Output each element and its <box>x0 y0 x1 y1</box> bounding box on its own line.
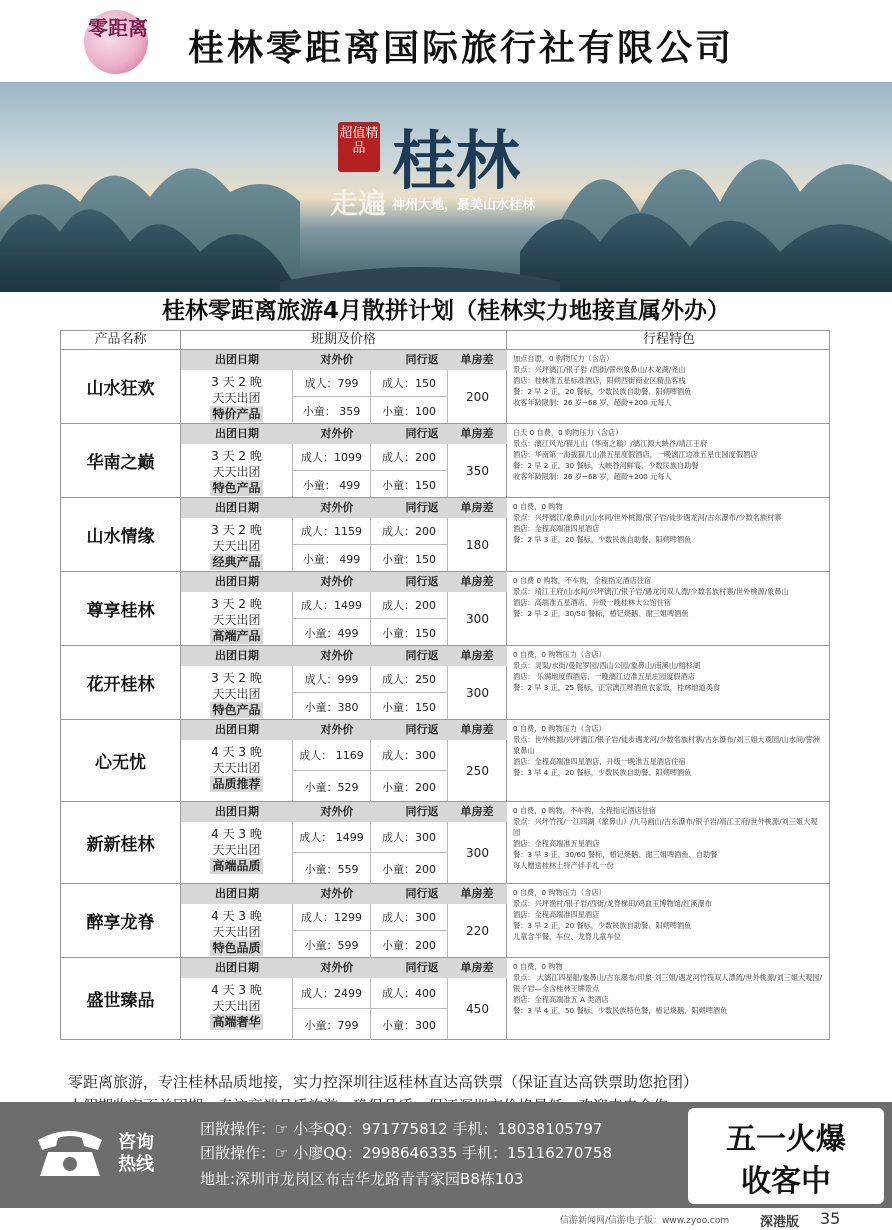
itinerary-features <box>507 802 829 883</box>
product-tag: 品质推荐 <box>212 777 261 791</box>
feature-line: 景点：靖江王府/山水间/兴坪漓江/银子岩/遇龙河双人漂/少数名族村寨/世外桃源/象鼻山 <box>513 587 789 596</box>
duration: 3 天 2 晚 <box>211 671 262 685</box>
feature-line: 景点：世外桃源/兴坪漓江/银子岩/徒步遇龙河/少数名族村寨/古东瀑布/刘三姐大观园/山水间/訾洲象鼻山 <box>513 735 820 755</box>
feature-line: 餐：2 早 2 正，30 餐标，大峡谷河鲜宴，少数民族自助餐 <box>513 461 699 470</box>
product-name: 心无忧 <box>61 720 181 801</box>
product-tag: 特色品质 <box>212 941 261 955</box>
subheader-single: 单房差 <box>460 723 494 736</box>
adult-public-price: 成人：1499 <box>293 592 371 618</box>
table-header <box>60 330 830 350</box>
subheader-single: 单房差 <box>460 575 494 588</box>
header-name: 产品名称 <box>61 331 181 349</box>
child-public-price: 小童： 499 <box>293 471 371 498</box>
feature-line: 酒店： 乐满地度假酒店，一晚漓江边准五星庄园度假酒店 <box>513 672 695 681</box>
subheader-date: 出团日期 <box>215 887 259 900</box>
table-row <box>60 424 830 498</box>
table-row <box>60 802 830 884</box>
subheader-peer: 同行返 <box>405 501 439 514</box>
subheader-single: 单房差 <box>460 353 494 366</box>
table-row <box>60 884 830 958</box>
itinerary-features <box>507 646 829 719</box>
notice-line-1: 零距离旅游，专注桂林品质地接，实力控深圳往返桂林直达高铁票（保证直达高铁票助您抢团） <box>68 1073 699 1091</box>
promo-badge <box>688 1108 884 1204</box>
feature-line: 餐：2 早 2 正，30/50 餐标，椿记烧鹅、谢三姐啤酒鱼 <box>513 609 689 618</box>
adult-public-price: 成人：1099 <box>293 444 371 470</box>
duration: 3 天 2 晚 <box>211 449 262 463</box>
feature-line: 景点：灵渠/水街/曼陀罗园/西山公园/象鼻山/南溪山/榕杉湖 <box>513 661 701 670</box>
subheader-date: 出团日期 <box>215 723 259 736</box>
feature-line: 餐：2 早 3 正，25 餐标，正宗漓江啤酒鱼农家饭，桂林地道美食 <box>513 683 721 692</box>
product-tag: 高端品质 <box>212 859 261 873</box>
price-block <box>181 572 507 645</box>
page-title: 桂林零距离旅游4月散拼计划（桂林实力地接直属外办） <box>161 298 730 324</box>
subheader-date: 出团日期 <box>215 805 259 818</box>
feature-line: 收客年龄限制：26 岁~68 岁，超龄+200 元每人 <box>513 472 672 481</box>
adult-peer-rebate: 成人：200 <box>382 599 436 612</box>
price-block <box>181 720 507 801</box>
header-price: 班期及价格 <box>181 331 507 349</box>
departure: 天天出团 <box>212 391 261 405</box>
feature-line: 餐：3 早 4 正，50 餐标，少数民族特色餐，椿记烧鹅、阳朔啤酒鱼 <box>513 1006 728 1015</box>
feature-line: 酒店：桂林准五星标准酒店，阳朔西街商业区精品客栈 <box>513 376 686 385</box>
table-row <box>60 720 830 802</box>
subheader-date: 出团日期 <box>215 575 259 588</box>
child-peer-rebate: 小童：150 <box>382 700 436 714</box>
departure: 天天出团 <box>212 761 261 775</box>
single-room-supplement: 300 <box>447 666 507 719</box>
child-peer-rebate: 小童：200 <box>382 780 436 794</box>
adult-public-price: 成人：2499 <box>293 978 371 1008</box>
child-public-price: 小童：799 <box>293 1009 371 1040</box>
single-room-supplement: 450 <box>447 978 507 1039</box>
subheader-public: 对外价 <box>320 575 354 588</box>
header <box>0 0 892 82</box>
subheader-public: 对外价 <box>320 723 354 736</box>
banner-slogan: 神州大地，最美山水桂林 <box>392 198 536 213</box>
price-subheader <box>181 802 507 822</box>
feature-line: 加点自愿，0 购物压力（含店） <box>513 354 614 363</box>
duration: 3 天 2 晚 <box>211 375 262 389</box>
feature-line: 0 自费，0 购物 <box>513 502 563 511</box>
child-public-price: 小童：559 <box>293 853 371 884</box>
feature-line: 酒店：全程高端准四星酒店 <box>513 910 600 919</box>
child-public-price: 小童：529 <box>293 771 371 802</box>
operator-2[interactable]: 团散操作：☞ 小廖QQ：2998646335 手机：15116270758 <box>200 1144 613 1162</box>
duration: 3 天 2 晚 <box>211 523 262 537</box>
itinerary-table <box>60 330 830 1040</box>
feature-line: 餐：2 早 2 正，20 餐标，少数民族自助餐、阳朔啤酒鱼 <box>513 387 692 396</box>
feature-line: 白天 0 自费，0 购物压力（含店） <box>513 428 623 437</box>
feature-line: 餐：2 早 3 正，20 餐标，少数民族自助餐、阳朔啤酒鱼 <box>513 535 692 544</box>
feature-line: 景点：兴坪漓江/银子岩 /西街/訾州象鼻山/木龙湖/尧山 <box>513 365 686 374</box>
subheader-single: 单房差 <box>460 887 494 900</box>
adult-public-price: 成人： 1499 <box>293 822 371 852</box>
subheader-single: 单房差 <box>460 427 494 440</box>
subheader-peer: 同行返 <box>405 805 439 818</box>
departure: 天天出团 <box>212 465 261 479</box>
product-name: 华南之巅 <box>61 424 181 497</box>
departure: 天天出团 <box>212 687 261 701</box>
product-tag: 特色产品 <box>212 703 261 717</box>
schedule-cell <box>181 978 293 1039</box>
price-subheader <box>181 646 507 666</box>
price-subheader <box>181 498 507 518</box>
adult-public-price: 成人：1299 <box>293 904 371 930</box>
product-name: 尊享桂林 <box>61 572 181 645</box>
product-tag: 高端产品 <box>212 629 261 643</box>
adult-peer-rebate: 成人：200 <box>382 451 436 464</box>
subheader-peer: 同行返 <box>405 723 439 736</box>
price-subheader <box>181 572 507 592</box>
subheader-single: 单房差 <box>460 805 494 818</box>
contact-bar <box>0 1102 892 1208</box>
hotline-label: 咨询热线 <box>118 1132 154 1175</box>
price-subheader <box>181 424 507 444</box>
product-tag: 高端奢华 <box>212 1015 261 1029</box>
feature-line: 景点：兴坪渔村/银子岩/西街/龙脊梯田/鸡血玉博物馆/红溪瀑布 <box>513 899 712 908</box>
product-name: 新新桂林 <box>61 802 181 883</box>
schedule-cell <box>181 444 293 497</box>
single-room-supplement: 250 <box>447 740 507 801</box>
guilin-banner <box>0 82 892 292</box>
product-name: 盛世臻品 <box>61 958 181 1039</box>
feature-line: 0 自费，0 购物，不车购，全程指定酒店住宿 <box>513 806 657 815</box>
product-name: 醉享龙脊 <box>61 884 181 957</box>
product-tag: 经典产品 <box>212 555 261 569</box>
telephone-icon <box>30 1122 110 1182</box>
promo-line-2: 收客中 <box>741 1164 831 1199</box>
child-peer-rebate: 小童：200 <box>382 938 436 952</box>
child-peer-rebate: 小童：300 <box>382 1018 436 1032</box>
adult-peer-rebate: 成人：150 <box>382 377 436 390</box>
feature-line: 0 自费，0 购物压力（含店） <box>513 650 606 659</box>
subheader-date: 出团日期 <box>215 501 259 514</box>
edition: 深港版 <box>760 1215 800 1230</box>
child-public-price: 小童：380 <box>293 693 371 720</box>
duration: 4 天 3 晚 <box>211 827 262 841</box>
departure: 天天出团 <box>212 925 261 939</box>
child-peer-rebate: 小童：100 <box>382 404 436 418</box>
feature-line: 每人赠送桂林土特产伴手礼一份 <box>513 861 614 870</box>
adult-peer-rebate: 成人：300 <box>382 911 436 924</box>
adult-public-price: 成人：999 <box>293 666 371 692</box>
child-peer-rebate: 小童：150 <box>382 626 436 640</box>
subheader-public: 对外价 <box>320 961 354 974</box>
adult-peer-rebate: 成人：200 <box>382 525 436 538</box>
itinerary-features <box>507 572 829 645</box>
feature-line: 0 自费，0 购物 <box>513 962 563 971</box>
feature-line: 餐：3 早 3 正，30/60 餐标，椿记烧鹅、谢三姐啤酒鱼、自助餐 <box>513 850 718 859</box>
duration: 4 天 3 晚 <box>211 745 262 759</box>
itinerary-features <box>507 958 829 1039</box>
subheader-single: 单房差 <box>460 961 494 974</box>
company-logo <box>78 6 158 76</box>
adult-public-price: 成人：1159 <box>293 518 371 544</box>
subheader-single: 单房差 <box>460 501 494 514</box>
subheader-peer: 同行返 <box>405 649 439 662</box>
price-subheader <box>181 884 507 904</box>
subheader-public: 对外价 <box>320 805 354 818</box>
single-room-supplement: 200 <box>447 370 507 423</box>
subheader-date: 出团日期 <box>215 353 259 366</box>
feature-line: 酒店：全程高端准四星酒店，升级一晚准五星酒店住宿 <box>513 757 686 766</box>
feature-line: 0 自费 0 购物，不车购，全程指定酒店住宿 <box>513 576 652 585</box>
feature-line: 0 自费，0 购物压力（含店） <box>513 888 606 897</box>
company-name: 桂林零距离国际旅行社有限公司 <box>188 28 735 69</box>
product-tag: 特价产品 <box>212 407 261 421</box>
child-public-price: 小童： 499 <box>293 545 371 572</box>
price-block <box>181 350 507 423</box>
price-block <box>181 884 507 957</box>
product-tag: 特色产品 <box>212 481 261 495</box>
banner-sub-text: 走遍 <box>330 187 387 220</box>
page-number: 35 <box>820 1209 841 1228</box>
child-peer-rebate: 小童：150 <box>382 478 436 492</box>
feature-line: 景点： 大漓江四星船/象鼻山/古东瀑布/印象·刘三姐/遇龙河竹筏双人漂流/世外桃源/刘三姐大观园/银子岩—全含桂林王牌景点 <box>513 973 823 993</box>
schedule-cell <box>181 592 293 645</box>
schedule-cell <box>181 518 293 571</box>
product-name: 山水狂欢 <box>61 350 181 423</box>
departure: 天天出团 <box>212 539 261 553</box>
table-row <box>60 498 830 572</box>
feature-line: 酒店：全程高端准四星酒店 <box>513 524 600 533</box>
header-feature: 行程特色 <box>642 332 695 347</box>
departure: 天天出团 <box>212 613 261 627</box>
address: 地址:深圳市龙岗区布吉华龙路青青家园B8栋103 <box>200 1170 524 1188</box>
single-room-supplement: 180 <box>447 518 507 571</box>
schedule-cell <box>181 740 293 801</box>
operator-1[interactable]: 团散操作：☞ 小李QQ：971775812 手机：18038105797 <box>200 1120 603 1138</box>
itinerary-features <box>507 498 829 571</box>
price-subheader <box>181 350 507 370</box>
promo-line-1: 五一火爆 <box>726 1122 846 1157</box>
departure: 天天出团 <box>212 843 261 857</box>
price-block <box>181 958 507 1039</box>
table-row <box>60 958 830 1040</box>
single-room-supplement: 220 <box>447 904 507 957</box>
source-link[interactable]: 信游新闻网/信游电子版：www.zyoo.com <box>560 1216 730 1226</box>
subheader-date: 出团日期 <box>215 961 259 974</box>
feature-line: 酒店：全程高端准五 A 类酒店 <box>513 995 609 1004</box>
subheader-public: 对外价 <box>320 887 354 900</box>
feature-line: 收客年龄限制：26 岁~68 岁，超龄+200 元每人 <box>513 398 672 407</box>
feature-line: 景点：漓江风光/猫儿山（华南之巅）/漓江源大峡谷/靖江王府 <box>513 439 708 448</box>
price-subheader <box>181 720 507 740</box>
subheader-peer: 同行返 <box>405 961 439 974</box>
adult-peer-rebate: 成人：400 <box>382 987 436 1000</box>
subheader-peer: 同行返 <box>405 427 439 440</box>
departure: 天天出团 <box>212 999 261 1013</box>
subheader-peer: 同行返 <box>405 887 439 900</box>
price-block <box>181 424 507 497</box>
feature-line: 餐：3 早 4 正，20 餐标，少数民族自助餐、阳朔啤酒鱼 <box>513 768 692 777</box>
footer <box>0 1208 892 1230</box>
adult-public-price: 成人：799 <box>293 370 371 396</box>
table-row <box>60 572 830 646</box>
child-peer-rebate: 小童：200 <box>382 862 436 876</box>
table-row <box>60 646 830 720</box>
single-room-supplement: 350 <box>447 444 507 497</box>
child-public-price: 小童：499 <box>293 619 371 646</box>
itinerary-features <box>507 350 829 423</box>
feature-line: 景点：兴坪竹筏/一江四湖（象鼻山）/九马画山/古东瀑布/银子岩/靖江王府/世外桃源/刘三姐大观园 <box>513 817 818 837</box>
subheader-date: 出团日期 <box>215 649 259 662</box>
subheader-single: 单房差 <box>460 649 494 662</box>
subheader-public: 对外价 <box>320 501 354 514</box>
adult-peer-rebate: 成人：250 <box>382 673 436 686</box>
price-block <box>181 498 507 571</box>
adult-peer-rebate: 成人：300 <box>382 749 436 762</box>
feature-line: 酒店：全程高端准五星酒店 <box>513 839 600 848</box>
itinerary-features <box>507 424 829 497</box>
subheader-peer: 同行返 <box>405 353 439 366</box>
child-public-price: 小童： 359 <box>293 397 371 424</box>
feature-line: 景点：兴坪漓江/象鼻山/山水间/世外桃源/银子岩/徒步遇龙河/古东瀑布/少数名族村寨 <box>513 513 782 522</box>
subheader-public: 对外价 <box>320 427 354 440</box>
itinerary-features <box>507 884 829 957</box>
adult-public-price: 成人： 1169 <box>293 740 371 770</box>
child-peer-rebate: 小童：150 <box>382 552 436 566</box>
price-subheader <box>181 958 507 978</box>
single-room-supplement: 300 <box>447 822 507 883</box>
schedule-cell <box>181 822 293 883</box>
product-name: 山水情缘 <box>61 498 181 571</box>
subheader-public: 对外价 <box>320 353 354 366</box>
child-public-price: 小童：599 <box>293 931 371 958</box>
schedule-cell <box>181 666 293 719</box>
feature-line: 酒店：高端准五星酒店，升级一晚桂林大公馆住宿 <box>513 598 672 607</box>
notice <box>0 1075 892 1105</box>
feature-line: 酒店：华南第一海拔猫儿山准五星度假酒店，一晚漓江边准五星庄园度假酒店 <box>513 450 758 459</box>
feature-line: 0 自费，0 购物压力（含店） <box>513 724 606 733</box>
schedule-cell <box>181 370 293 423</box>
subheader-public: 对外价 <box>320 649 354 662</box>
itinerary-features <box>507 720 829 801</box>
price-block <box>181 646 507 719</box>
adult-peer-rebate: 成人：300 <box>382 831 436 844</box>
duration: 4 天 3 晚 <box>211 983 262 997</box>
duration: 3 天 2 晚 <box>211 597 262 611</box>
single-room-supplement: 300 <box>447 592 507 645</box>
duration: 4 天 3 晚 <box>211 909 262 923</box>
product-name: 花开桂林 <box>61 646 181 719</box>
price-block <box>181 802 507 883</box>
subheader-peer: 同行返 <box>405 575 439 588</box>
subheader-date: 出团日期 <box>215 427 259 440</box>
table-row <box>60 350 830 424</box>
feature-line: 餐：3 早 2 正，20 餐标，少数民族自助餐、阳朔啤酒鱼 <box>513 921 692 930</box>
feature-line: 儿童含半餐、车位、龙脊儿童车位 <box>513 932 621 941</box>
seal-stamp: 超值精品 <box>338 122 380 172</box>
logo-text: 零距离 <box>88 16 148 40</box>
schedule-cell <box>181 904 293 957</box>
banner-main-text: 桂林 <box>392 124 520 199</box>
